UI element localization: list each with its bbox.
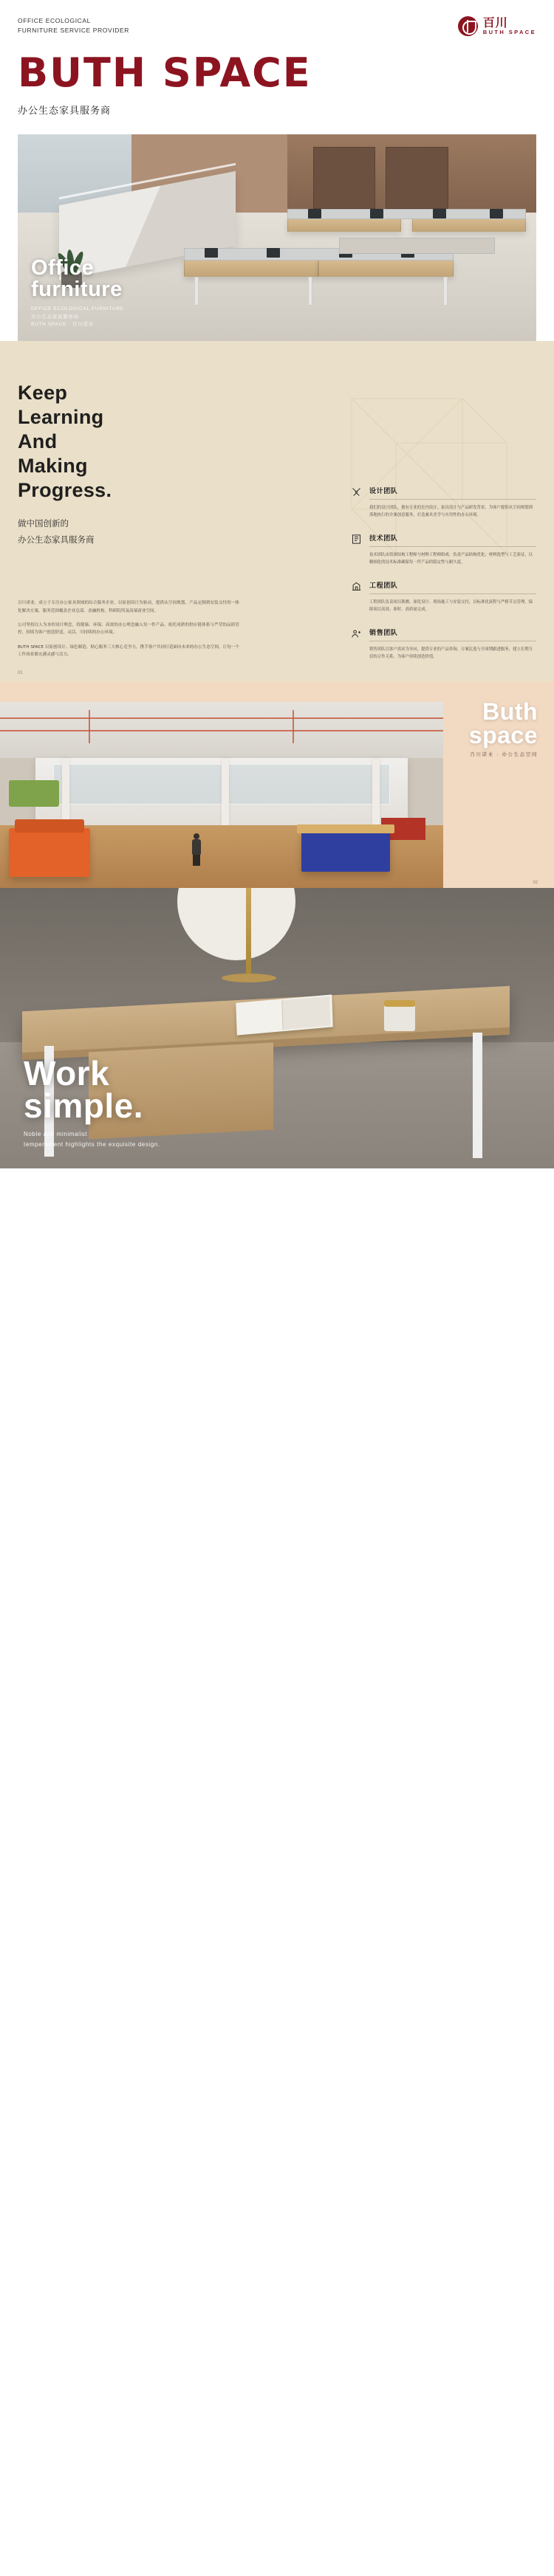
- company-description-p2: 公司坚持以人为本的设计理念，将健康、环保、高效的办公理念融入每一件产品，依托成熟的供应链体系与严苛的品质管控，持续为客户创造舒适、灵活、可持续的办公环境。: [18, 623, 239, 636]
- loft-person: [191, 833, 202, 866]
- team-text: [369, 580, 536, 613]
- feature-caption: [24, 1053, 160, 1150]
- team-item-tech: [350, 533, 536, 566]
- hero-monitor: [490, 209, 503, 218]
- person-head: [194, 833, 199, 839]
- hero-chair: [215, 279, 231, 298]
- brand-subtitle: 办公生态家具服务商: [18, 106, 112, 117]
- hero-desk: [412, 217, 526, 232]
- brand-logo: [458, 16, 536, 36]
- table-leg: [473, 1033, 482, 1158]
- feature-subcaption-line2: temperament highlights the exquisite design.: [24, 1140, 160, 1148]
- hero-wall-panel: [386, 147, 448, 209]
- headline-line-4: Making: [18, 454, 88, 477]
- engineering-icon: [350, 580, 363, 593]
- team-text: [369, 533, 536, 566]
- header-tagline-line2: FURNITURE SERVICE PROVIDER: [18, 26, 129, 34]
- headline-line-2: Learning: [18, 405, 104, 428]
- page-header: [0, 0, 554, 41]
- brochure-page: [0, 0, 554, 1168]
- desk-lamp-pole: [246, 888, 251, 975]
- hero-desk-leg: [194, 277, 199, 306]
- team-name: 技术团队: [369, 533, 536, 547]
- logo-circle-icon: [458, 16, 478, 36]
- hero-title: [31, 255, 124, 302]
- hero-monitor: [205, 248, 218, 258]
- person-legs: [193, 855, 200, 866]
- hero-subcaption-line3: BUTH SPACE · 百川诺业: [31, 322, 94, 328]
- header-tagline-line1: OFFICE ECOLOGICAL: [18, 17, 91, 24]
- showroom-subtitle: 百川诺业 · 办公生态空间: [470, 752, 538, 758]
- showroom-image: [0, 702, 443, 888]
- team-item-design: [350, 486, 536, 519]
- page-number: 01: [18, 671, 23, 676]
- team-description: 技术团队由资深结构工程师与材料工程师组成，负责产品结构优化、材料选型与工艺验证，以精细化的技术标准确保每一件产品的稳定性与耐久度。: [369, 553, 533, 565]
- desk-cup: [384, 1005, 415, 1031]
- company-description: [18, 599, 239, 658]
- feature-title: [24, 1053, 160, 1126]
- team-list: [350, 486, 536, 675]
- team-item-sales: [350, 627, 536, 661]
- showroom-title-line1: Buth: [482, 698, 538, 726]
- team-name: 销售团队: [369, 627, 536, 641]
- logo-text-en: BUTH SPACE: [482, 29, 536, 36]
- tech-icon: [350, 533, 363, 545]
- team-item-engineering: [350, 580, 536, 613]
- hero-monitor: [433, 209, 446, 218]
- feature-subcaption-line1: Noble and minimalist: [24, 1131, 88, 1138]
- hero-subcaption-line2: 办公生态家具服务商: [31, 314, 79, 320]
- loft-green-sofa: [9, 780, 59, 807]
- headline-line-1: Keep: [18, 382, 68, 404]
- page-title: BUTH SPACE: [18, 49, 312, 96]
- showroom-title-line2: space: [468, 721, 538, 748]
- team-text: [369, 627, 536, 661]
- person-body: [192, 839, 201, 855]
- page-number: 02: [533, 881, 538, 886]
- hero-desk: [318, 258, 454, 277]
- hero-title-line1: Office: [31, 255, 95, 280]
- philosophy-subtitle-line2: 办公生态家具服务商: [18, 534, 95, 545]
- sales-icon: [350, 627, 363, 640]
- hero-monitor: [308, 209, 321, 218]
- team-name: 设计团队: [369, 486, 536, 500]
- loft-truss: [0, 717, 443, 719]
- hero-desk-leg: [308, 277, 312, 306]
- showroom-caption: [469, 700, 538, 757]
- feature-title-line2: simple.: [24, 1086, 144, 1126]
- hero-caption: [31, 255, 124, 329]
- hero-desk: [287, 217, 401, 232]
- hero-chair: [287, 279, 304, 298]
- hero-chair: [433, 279, 449, 298]
- showroom-section: [0, 681, 554, 888]
- headline-line-3: And: [18, 430, 58, 452]
- hero-image-office: [18, 134, 536, 341]
- loft-truss: [89, 710, 90, 743]
- philosophy-subtitle-line1: 做中国创新的: [18, 517, 69, 528]
- hero-desk: [184, 258, 319, 277]
- team-description: 销售团队以客户需求为导向，提供专业的产品咨询、方案比选与全周期跟进服务，建立长期互信的合作关系，为客户持续创造价值。: [369, 647, 533, 659]
- hero-monitor: [267, 248, 280, 258]
- loft-blue-counter: [301, 832, 390, 872]
- team-text: [369, 486, 536, 519]
- hero-chair: [360, 279, 376, 298]
- loft-truss: [0, 730, 443, 731]
- hero-subcaption: [31, 306, 124, 329]
- brand-block: [0, 41, 554, 124]
- product-feature-section: [0, 888, 554, 1168]
- loft-orange-sofa: [9, 828, 90, 877]
- team-description: 工程团队负责项目勘测、深化设计、现场施工与安装交付，以标准化流程与严格节点管理，保障项目高效、准时、高质量完成。: [369, 600, 533, 612]
- hero-monitor: [370, 209, 383, 218]
- hero-cabinet: [339, 238, 495, 254]
- design-icon: [350, 486, 363, 498]
- philosophy-headline: [18, 381, 536, 503]
- hero-wall-panel: [313, 147, 375, 209]
- team-name: 工程团队: [369, 580, 536, 594]
- team-description: 我们的设计团队，拥有专业的室内设计、家具设计与产品研发背景，为客户提供从空间规划到落地执行的全案创意服务，打造兼具美学与实用性的办公环境。: [369, 506, 533, 517]
- loft-truss: [293, 710, 294, 743]
- hero-subcaption-line1: OFFICE ECOLOGICAL FURNITURE: [31, 306, 124, 311]
- hero-title-line2: furniture: [31, 278, 123, 302]
- feature-subcaption: [24, 1129, 160, 1149]
- header-tagline: [18, 16, 129, 35]
- philosophy-section: [0, 341, 554, 681]
- logo-text: [483, 17, 536, 36]
- logo-text-cn: 百川: [482, 15, 508, 30]
- company-description-p1: 百川诺业，成立于专注办公家具领域的综合服务企业，以原创设计为驱动，提供从空间规划、产品定制到安装交付的一体化解决方案，服务范围覆盖企业总部、金融机构、科研院所及高端商业空间。: [18, 601, 239, 613]
- feature-title-line1: Work: [24, 1053, 110, 1092]
- company-description-p3: BUTH SPACE 以原创设计、绿色制造、贴心服务三大核心竞争力，携手客户共同打造面向未来的办公生态空间，让每一个工作场景都充满灵感与活力。: [18, 644, 239, 658]
- headline-line-5: Progress.: [18, 478, 112, 501]
